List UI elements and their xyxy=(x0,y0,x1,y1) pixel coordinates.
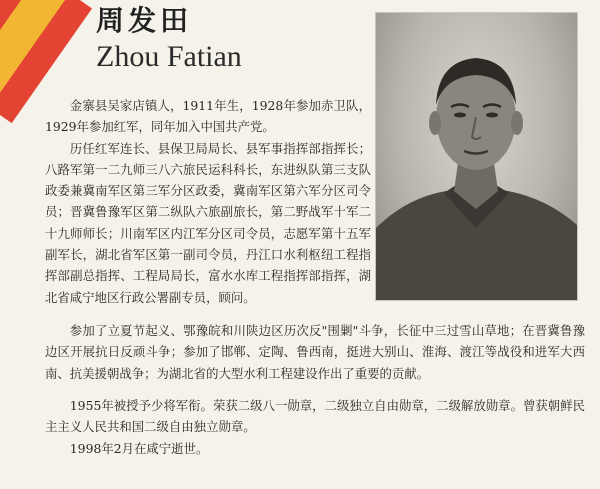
right-ear-shape xyxy=(511,111,523,135)
title-block xyxy=(96,4,242,74)
bio-paragraph-honors: 1955年被授予少将军衔。荣获二级八一勋章，二级独立自由勋章，二级解放勋章。曾获朝鲜民主主义人民共和国二级自由独立勋章。 xyxy=(45,398,585,435)
biography-honors xyxy=(45,395,585,438)
portrait-photo xyxy=(376,13,577,300)
biography-upper xyxy=(45,95,371,308)
portrait-illustration xyxy=(376,13,577,300)
bio-paragraph-death: 1998年2月在咸宁逝世。 xyxy=(69,441,209,456)
biography-campaigns xyxy=(45,320,585,384)
bio-paragraph-campaigns: 参加了立夏节起义、鄂豫皖和川陕边区历次反"围剿"斗争，长征中三过雪山草地；在晋冀鲁豫边区开展抗日反顽斗争；参加了邯郸、定陶、鲁西南，挺进大别山、淮海、渡江等战役和进军大西南、抗美援朝战争；为湖北省的大型水利工程建设作出了重要的贡献。 xyxy=(45,323,585,381)
right-eye-shape xyxy=(486,113,498,118)
left-ear-shape xyxy=(429,111,441,135)
bio-paragraph-positions: 历任红军连长、县保卫局局长、县军事指挥部指挥长；八路军第一二九师三八六旅民运科科长，东进纵队第三支队政委兼冀南军区第三军分区政委，冀南军区第六军分区司令员；晋冀鲁豫军区第二纵队六旅副旅长，第二野战军十军二十九师师长；川南军区内江军分区司令员，志愿军第十五军副军长，湖北省军区第一副司令员，丹江口水利枢纽工程指挥部副总指挥、工程局局长，富水水库工程指挥部指挥，湖北省咸宁地区行政公署副专员，顾问。 xyxy=(45,140,371,305)
name-pinyin: Zhou Fatian xyxy=(96,40,242,73)
name-chinese: 周发田 xyxy=(96,4,193,37)
bio-paragraph-origin: 金寨县吴家店镇人，1911年生，1928年参加赤卫队，1929年参加红军，同年加入中国共产党。 xyxy=(45,98,371,135)
left-eye-shape xyxy=(454,113,466,118)
biography-death xyxy=(45,438,585,459)
